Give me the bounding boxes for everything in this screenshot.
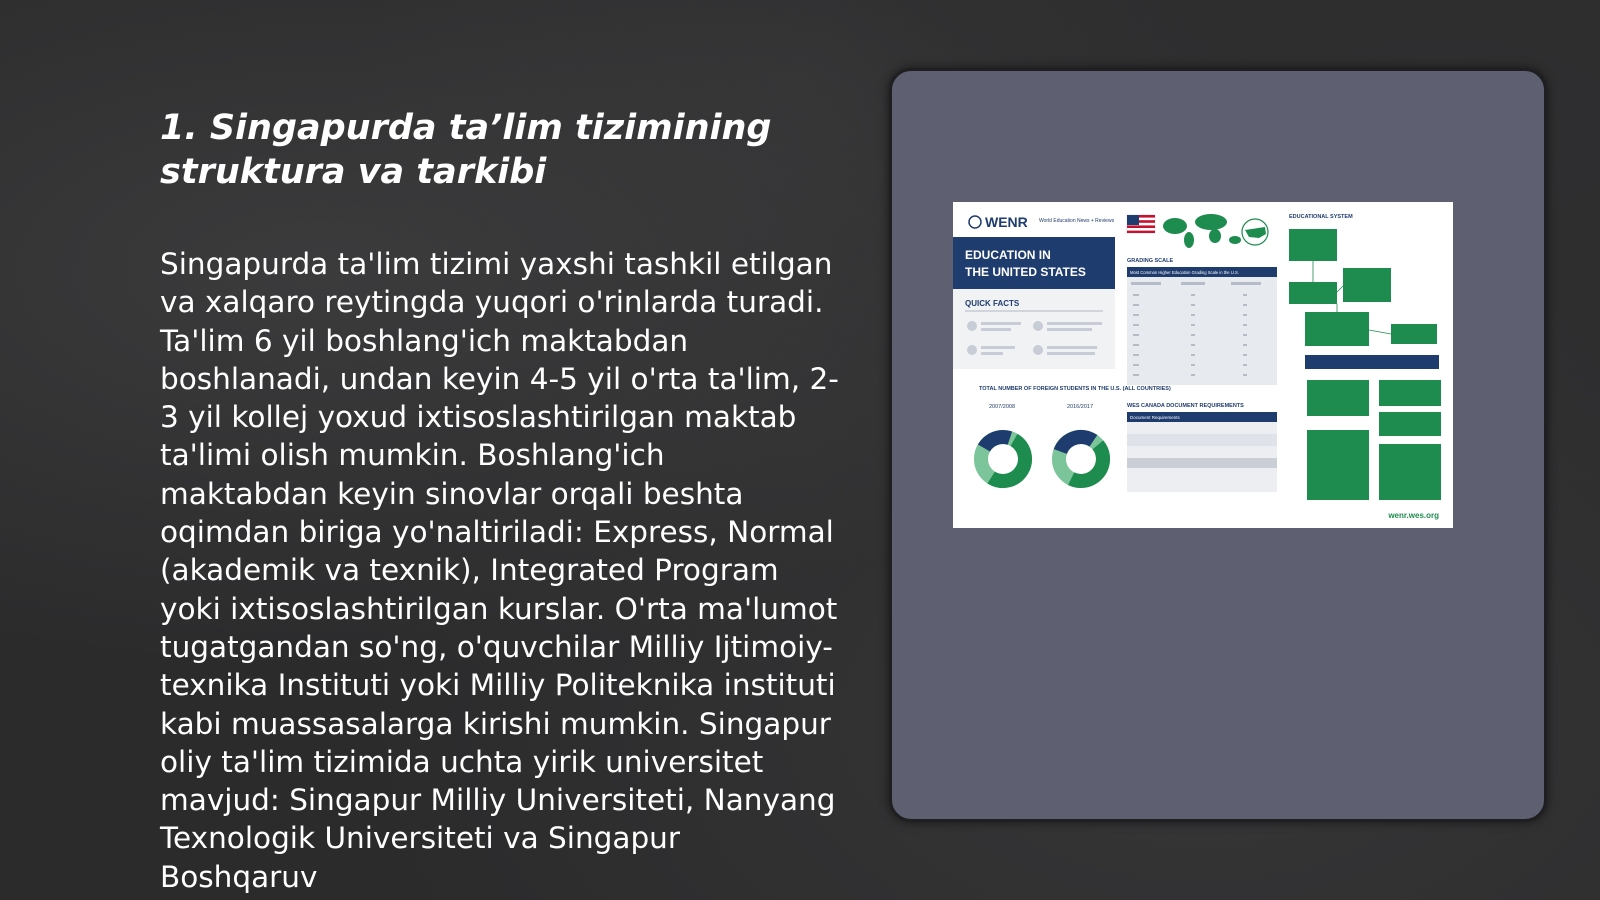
poster-title-line1: EDUCATION IN bbox=[965, 248, 1051, 262]
requirements-rows bbox=[1127, 422, 1277, 492]
poster-year-a: 2007/2008 bbox=[989, 404, 1015, 410]
donut-chart-2007 bbox=[973, 429, 1033, 489]
poster-footer-url: wenr.wes.org bbox=[1388, 511, 1439, 520]
us-flag-icon bbox=[1127, 215, 1155, 233]
world-map-icon bbox=[1163, 214, 1241, 248]
us-map-icon bbox=[1242, 219, 1268, 245]
poster-title-band bbox=[953, 237, 1115, 289]
poster-logo: WENR bbox=[985, 214, 1028, 230]
poster-grading-scale: GRADING SCALE bbox=[1127, 258, 1174, 264]
poster-document-requirements: Document Requirements bbox=[1130, 415, 1180, 420]
image-frame bbox=[889, 68, 1547, 822]
poster-grading-subheading: Most Common Higher Education Grading Scale in the U.S. bbox=[1130, 270, 1239, 275]
slide-title: 1. Singapurda ta’lim tizimining struktura va tarkibi bbox=[160, 108, 772, 192]
poster-wes-requirements: WES CANADA DOCUMENT REQUIREMENTS bbox=[1127, 403, 1244, 409]
poster-title-line2: THE UNITED STATES bbox=[965, 265, 1086, 279]
flowchart-divider bbox=[1305, 355, 1439, 369]
poster-quick-facts: QUICK FACTS bbox=[965, 299, 1020, 308]
poster-logo-sub: World Education News + Reviews bbox=[1039, 218, 1115, 224]
infographic-image bbox=[953, 202, 1453, 528]
poster-year-b: 2016/2017 bbox=[1067, 404, 1093, 410]
poster-foreign-students-heading: TOTAL NUMBER OF FOREIGN STUDENTS IN THE U.S. (ALL COUNTRIES) bbox=[979, 386, 1171, 392]
slide-body-text: Singapurda ta'lim tizimi yaxshi tashkil etilgan va xalqaro reytingda yuqori o'rinlarda turadi. Ta'lim 6 yil boshlang'ich maktabdan boshlanadi, undan keyin 4-5 yil o'rta ta'lim, 2-3 yil kollej yoxud ixtisoslashtirilgan maktab ta'limi olish mumkin. Boshlang'ich maktabdan keyin sinovlar orqali beshta oqimdan biriga yo'naltiriladi: Express, Normal (akademik va texnik), Integrated Program yoki ixtisoslashtirilgan kurslar. O'rta ma'lumot tugatgandan so'ng, o'quvchilar Milliy Ijtimoiy-texnika Instituti yoki Milliy Politeknika instituti kabi muassasalarga kirishi mumkin. Singapur oliy ta'lim tizimida uchta yirik universitet mavjud: Singapur Milliy Universiteti, Nanyang Texnologik Universiteti va Singapur Boshqaruv bbox=[160, 247, 839, 894]
poster-educational-system: EDUCATIONAL SYSTEM bbox=[1289, 214, 1353, 220]
grading-table bbox=[1127, 277, 1277, 385]
wenr-logo bbox=[969, 214, 1115, 230]
donut-chart-2016 bbox=[1050, 428, 1112, 490]
